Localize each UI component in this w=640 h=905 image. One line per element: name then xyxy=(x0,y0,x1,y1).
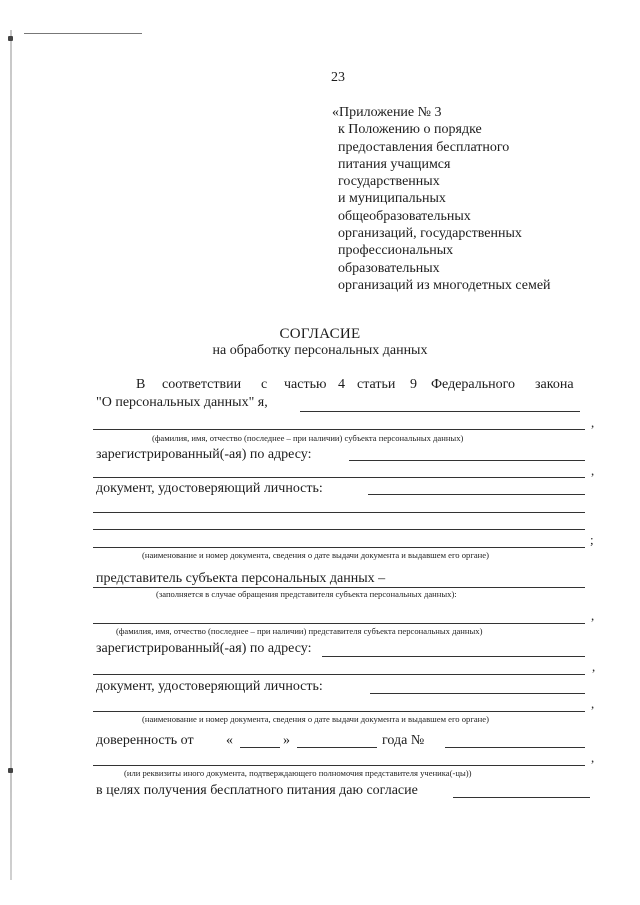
intro-word: В xyxy=(136,377,146,392)
id-document-field-line-rep[interactable] xyxy=(93,711,585,712)
id-document-field-line[interactable] xyxy=(93,529,585,530)
comma: , xyxy=(592,659,596,674)
appendix-line: предоставления бесплатного xyxy=(338,139,510,155)
intro-word: с xyxy=(261,377,268,392)
document-subtitle: на обработку персональных данных xyxy=(212,343,428,358)
address-field-line[interactable] xyxy=(349,460,585,461)
comma: , xyxy=(591,415,595,430)
appendix-block xyxy=(332,104,551,294)
appendix-line: и муниципальных xyxy=(338,191,446,207)
address-field-line[interactable] xyxy=(93,477,585,478)
representative-field-line[interactable] xyxy=(93,587,585,588)
power-day-field-line[interactable] xyxy=(240,747,280,748)
address-label-rep: зарегистрированный(-ая) по адресу: xyxy=(96,641,312,656)
quote-close: » xyxy=(283,733,290,748)
field-caption: (заполняется в случае обращения представителя субъекта персональных данных): xyxy=(156,589,457,599)
power-year-label: года № xyxy=(382,733,425,748)
intro-word: закона xyxy=(535,377,574,392)
appendix-line: образовательных xyxy=(338,260,440,276)
quote-open: « xyxy=(226,733,233,748)
document-title: СОГЛАСИЕ xyxy=(279,326,361,342)
id-document-field-line[interactable] xyxy=(368,494,585,495)
appendix-line: организаций из многодетных семей xyxy=(338,277,551,293)
comma: , xyxy=(591,463,595,478)
representative-label: представитель субъекта персональных данных – xyxy=(96,571,386,586)
scan-top-rule xyxy=(24,33,142,34)
field-caption: (наименование и номер документа, сведения о дате выдачи документа и выдавшем его органе) xyxy=(142,714,489,724)
id-document-field-line[interactable] xyxy=(93,547,585,548)
appendix-line: общеобразовательных xyxy=(338,208,471,224)
scan-mark xyxy=(8,36,13,41)
field-caption: (фамилия, имя, отчество (последнее – при наличии) субъекта персональных данных) xyxy=(152,433,464,443)
scan-left-edge xyxy=(10,30,12,880)
comma: , xyxy=(591,696,595,711)
final-field-line[interactable] xyxy=(453,797,590,798)
intro-line-2: "О персональных данных" я, xyxy=(96,395,268,410)
power-of-attorney-label: доверенность от xyxy=(96,733,194,748)
final-statement: в целях получения бесплатного питания даю согласие xyxy=(96,783,418,798)
power-month-field-line[interactable] xyxy=(297,747,377,748)
scan-mark xyxy=(8,768,13,773)
comma: , xyxy=(591,750,595,765)
comma: , xyxy=(591,608,595,623)
appendix-line: государственных xyxy=(338,174,440,190)
name-field-line[interactable] xyxy=(300,411,580,412)
intro-word: соответствии xyxy=(162,377,242,392)
field-caption: (наименование и номер документа, сведения о дате выдачи документа и выдавшем его органе) xyxy=(142,550,489,560)
field-caption: (или реквизиты иного документа, подтверждающего полномочия представителя ученика(-цы)) xyxy=(124,768,472,778)
power-number-field-line[interactable] xyxy=(445,747,585,748)
name-field-line[interactable] xyxy=(93,429,585,430)
address-field-line-rep[interactable] xyxy=(93,674,585,675)
intro-word: частью xyxy=(284,377,327,392)
intro-word: статьи xyxy=(357,377,396,392)
representative-name-field-line[interactable] xyxy=(93,623,585,624)
appendix-line: профессиональных xyxy=(338,243,454,259)
power-extra-field-line[interactable] xyxy=(93,765,585,766)
id-document-label-rep: документ, удостоверяющий личность: xyxy=(96,679,323,694)
appendix-line: организаций, государственных xyxy=(338,226,522,242)
id-document-label: документ, удостоверяющий личность: xyxy=(96,481,323,496)
field-caption: (фамилия, имя, отчество (последнее – при наличии) представителя субъекта персональных данных) xyxy=(116,626,483,636)
page-number: 23 xyxy=(331,70,345,85)
appendix-line: питания учащимся xyxy=(338,156,451,172)
id-document-field-line[interactable] xyxy=(93,512,585,513)
semicolon: ; xyxy=(590,532,594,547)
address-field-line-rep[interactable] xyxy=(322,656,585,657)
intro-word: 4 xyxy=(338,377,345,392)
id-document-field-line-rep[interactable] xyxy=(370,693,585,694)
appendix-line: к Положению о порядке xyxy=(338,122,482,138)
appendix-line: «Приложение № 3 xyxy=(332,105,442,120)
intro-word: 9 xyxy=(410,377,417,392)
address-label: зарегистрированный(-ая) по адресу: xyxy=(96,447,312,462)
intro-word: Федерального xyxy=(431,377,516,392)
